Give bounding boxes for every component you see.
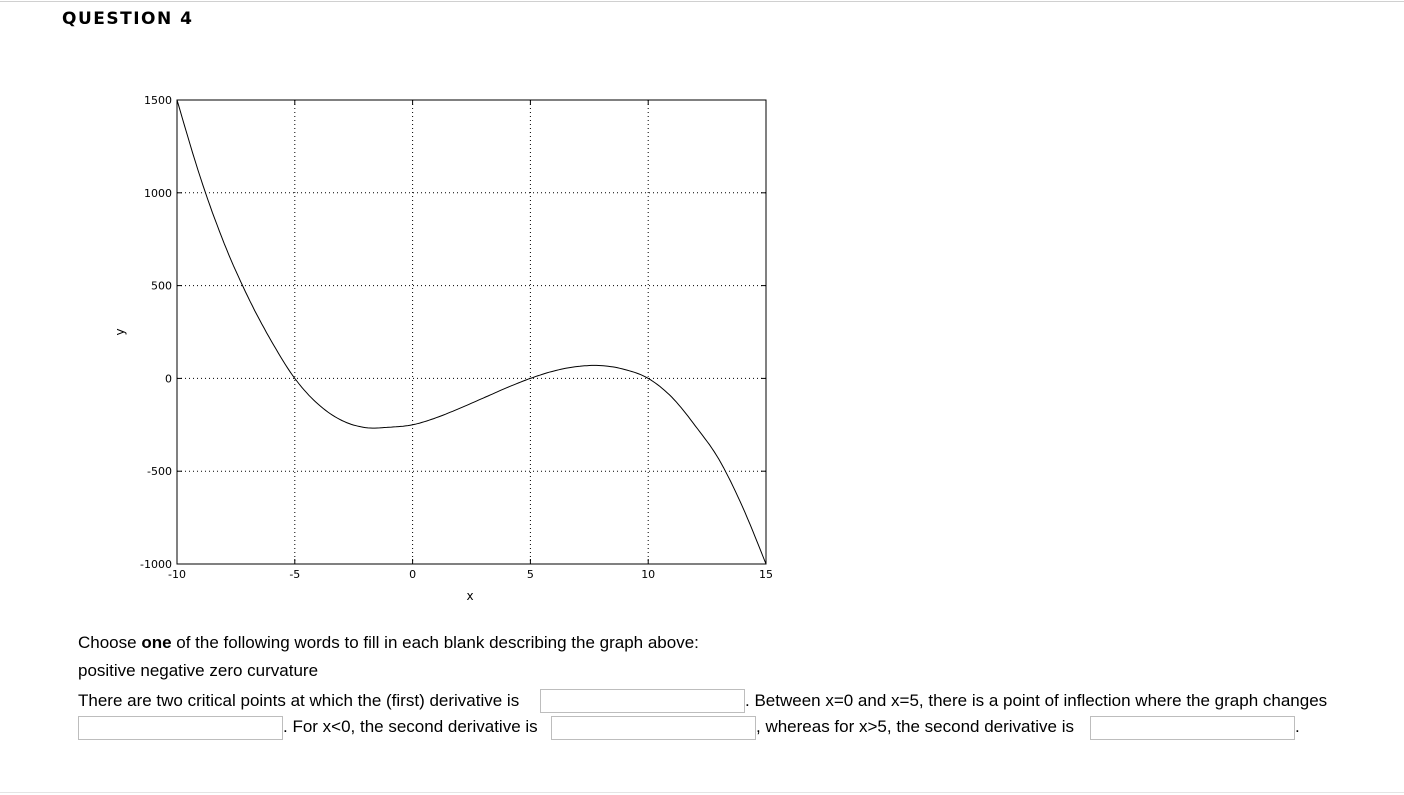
sentence-part-3: . For x<0, the second derivative is — [283, 717, 538, 736]
instructions-suffix: of the following words to fill in each blank describing the graph above: — [171, 633, 699, 652]
instructions-emphasis: one — [141, 633, 172, 652]
x-tick-label: -10 — [168, 568, 186, 581]
instructions-prefix: Choose — [78, 633, 142, 652]
x-tick-label: -5 — [289, 568, 301, 581]
series-curve — [177, 100, 766, 564]
x-axis-label: x — [466, 589, 474, 603]
question-title: QUESTION 4 — [62, 9, 194, 29]
x-tick-label: 5 — [526, 568, 534, 581]
sentence-part-5: . — [1295, 717, 1300, 736]
y-tick-label: 1500 — [144, 94, 172, 107]
blank-4-input[interactable] — [1090, 716, 1295, 740]
blank-1-input[interactable] — [540, 689, 745, 713]
y-tick-label: -1000 — [140, 558, 172, 571]
sentence-part-2: . Between x=0 and x=5, there is a point of inflection where the graph changes — [745, 691, 1328, 710]
x-tick-label: 0 — [409, 568, 417, 581]
grid — [177, 100, 766, 564]
y-axis-label: y — [113, 328, 127, 336]
blank-3-input[interactable] — [551, 716, 756, 740]
instructions-line — [78, 633, 699, 653]
x-tick-label: 15 — [759, 568, 773, 581]
blank-2-input[interactable] — [78, 716, 283, 740]
word-bank: positive negative zero curvature — [78, 661, 319, 680]
sentence-part-4: , whereas for x>5, the second derivative is — [756, 717, 1074, 736]
y-tick-label: 0 — [165, 372, 172, 386]
y-tick-labels — [140, 94, 172, 571]
sentence-part-1: There are two critical points at which the (first) derivative is — [78, 691, 520, 710]
plot-frame — [177, 100, 766, 564]
x-tick-labels — [168, 568, 773, 581]
line-chart — [0, 0, 800, 615]
bottom-divider — [0, 792, 1404, 793]
ticks — [177, 100, 766, 564]
x-tick-label: 10 — [641, 568, 656, 581]
y-tick-label: 1000 — [144, 186, 172, 200]
y-tick-label: -500 — [147, 465, 172, 479]
y-tick-label: 500 — [151, 279, 172, 293]
